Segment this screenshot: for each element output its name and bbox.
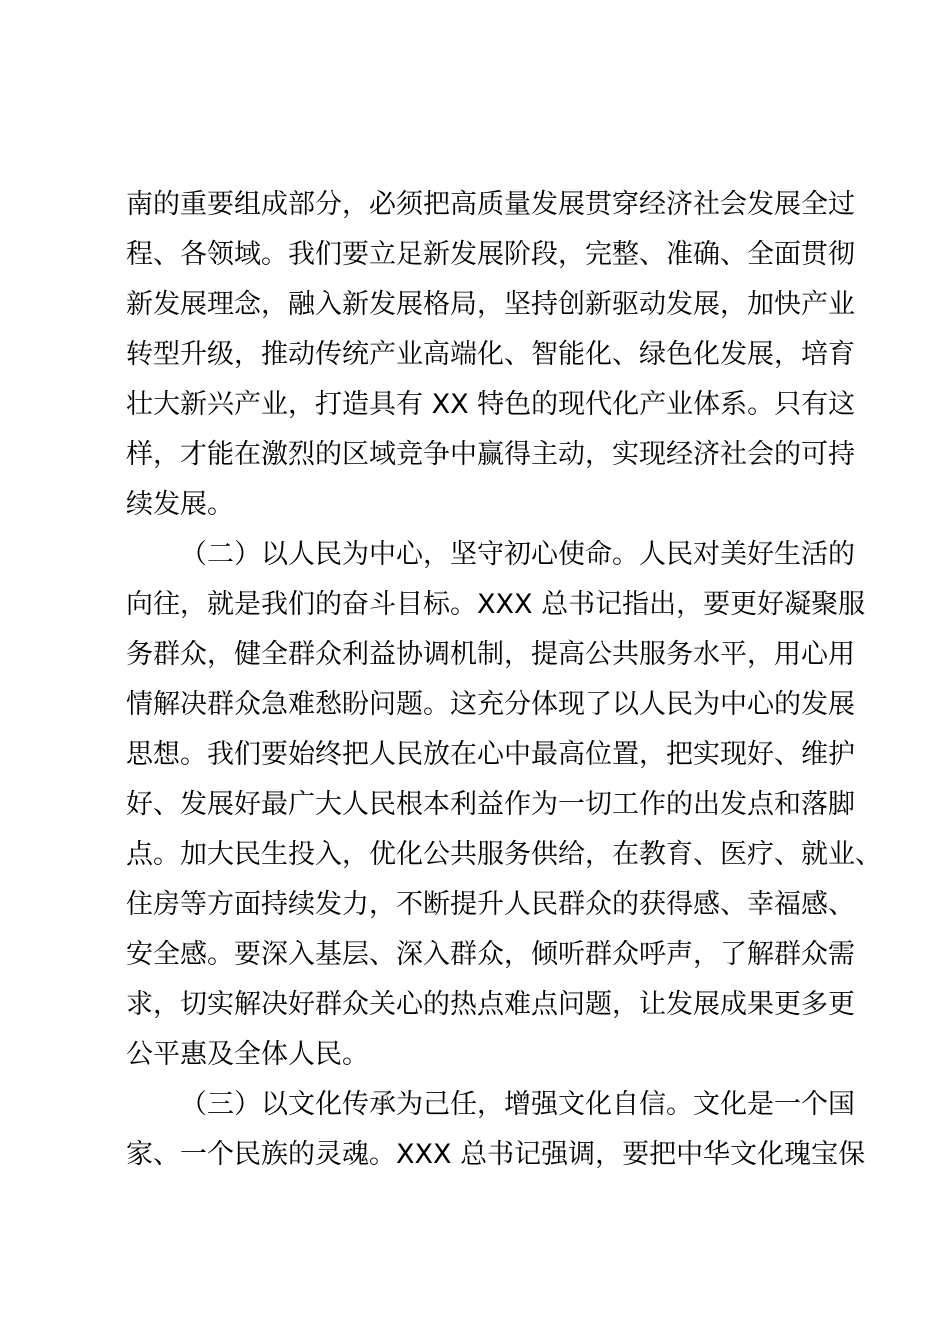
- text-line: 住房等方面持续发力，不断提升人民群众的获得感、幸福感、: [126, 889, 855, 920]
- text-line: 续发展。: [126, 489, 234, 520]
- text-line: （三）以文化传承为己任，增强文化自信。文化是一个国: [180, 1089, 855, 1120]
- text-line: 转型升级，推动传统产业高端化、智能化、绿色化发展，培育: [126, 339, 855, 370]
- text-line: 向往，就是我们的奋斗目标。XXX 总书记指出，要更好凝聚服: [126, 589, 866, 620]
- text-line: 点。加大民生投入，优化公共服务供给，在教育、医疗、就业、: [126, 839, 882, 870]
- text-line: 新发展理念，融入新发展格局，坚持创新驱动发展，加快产业: [126, 289, 855, 320]
- body-text: [126, 180, 882, 1180]
- text-line: 家、一个民族的灵魂。XXX 总书记强调，要把中华文化瑰宝保: [126, 1139, 866, 1170]
- text-line: 程、各领域。我们要立足新发展阶段，完整、准确、全面贯彻: [126, 239, 855, 270]
- text-line: 情解决群众急难愁盼问题。这充分体现了以人民为中心的发展: [126, 689, 855, 720]
- text-line: 思想。我们要始终把人民放在心中最高位置，把实现好、维护: [126, 739, 855, 770]
- text-line: 公平惠及全体人民。: [126, 1039, 369, 1070]
- text-line: 求，切实解决好群众关心的热点难点问题，让发展成果更多更: [126, 989, 855, 1020]
- text-line: 好、发展好最广大人民根本利益作为一切工作的出发点和落脚: [126, 789, 855, 820]
- text-line: 务群众，健全群众利益协调机制，提高公共服务水平，用心用: [126, 639, 855, 670]
- text-line: 样，才能在激烈的区域竞争中赢得主动，实现经济社会的可持: [126, 439, 855, 470]
- text-line: 壮大新兴产业，打造具有 XX 特色的现代化产业体系。只有这: [126, 389, 856, 420]
- text-line: （二）以人民为中心，坚守初心使命。人民对美好生活的: [180, 539, 855, 570]
- text-line: 南的重要组成部分，必须把高质量发展贯穿经济社会发展全过: [126, 189, 855, 220]
- text-line: 安全感。要深入基层、深入群众，倾听群众呼声，了解群众需: [126, 939, 855, 970]
